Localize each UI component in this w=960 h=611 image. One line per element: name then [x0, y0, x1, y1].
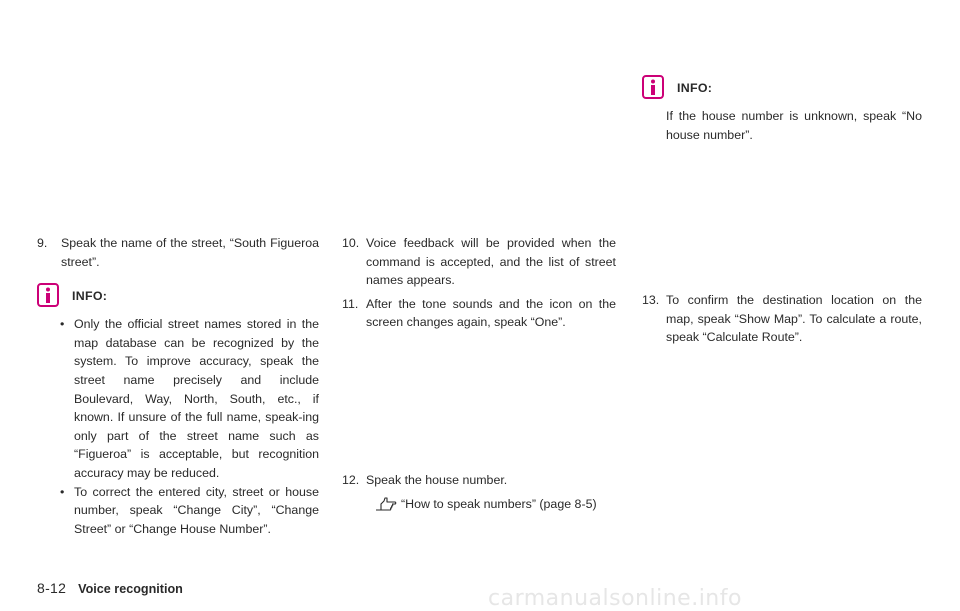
step-number: 13. [642, 293, 660, 308]
step-number: 12. [342, 472, 360, 487]
step-number: 10. [342, 236, 360, 250]
info-label: INFO: [677, 81, 713, 95]
page-reference[interactable] [342, 495, 616, 514]
step-text: After the tone sounds and the icon on the screen changes again, speak “One”. [366, 296, 616, 330]
column-left [37, 234, 319, 538]
info-icon [37, 283, 59, 307]
column-right [642, 75, 922, 352]
bullet-text: To correct the entered city, street or house number, speak “Change City”, “Change Street” or “Change House Number”. [74, 484, 319, 536]
step-text: Speak the house number. [366, 472, 508, 487]
reference-text: “How to speak numbers” (page 8-5) [401, 496, 597, 511]
reference-hand-icon [375, 496, 397, 512]
info-header [642, 75, 922, 101]
info-icon [642, 75, 664, 99]
column-middle [342, 234, 616, 513]
info-bullet: • Only the official street names stored in the map database can be recognized by the system. To improve accuracy, speak the street name precisely and include Boulevard, Way, North, South, etc., if known. If unsure of the full name, speak-ing only part of the street name such as “Figueroa” is acceptable, but recognition accuracy may be reduced. [60, 317, 319, 480]
step-number: 9. [37, 236, 48, 250]
step-10 [342, 234, 616, 290]
step-text: To confirm the destination location on the map, speak “Show Map”. To calculate a route, speak “Calculate Route”. [666, 293, 922, 345]
step-12 [342, 471, 616, 490]
watermark: carmanualsonline.info [488, 586, 742, 611]
step-13 [642, 291, 922, 347]
step-text: Speak the name of the street, “South Figueroa street”. [61, 236, 319, 269]
step-9 [37, 234, 319, 271]
step-number: 11. [342, 296, 359, 311]
bullet-text: Only the official street names stored in the map database can be recognized by the system. To improve accuracy, speak the street name precisely and include Boulevard, Way, North, South, etc., if known. If unsure of the full name, speak-ing only part of the street name such as “Figueroa” is acceptable, but recognition accuracy may be reduced. [74, 317, 319, 480]
info-text: If the house number is unknown, speak “No house number”. [666, 109, 922, 142]
info-label: INFO: [72, 289, 108, 304]
page-number: 8-12 [37, 580, 67, 596]
info-header [37, 283, 319, 309]
step-11 [342, 295, 616, 332]
section-title: Voice recognition [78, 582, 183, 596]
page-footer [37, 580, 183, 596]
step-text: Voice feedback will be provided when the command is accepted, and the list of street names appears. [366, 236, 616, 288]
info-bullet: • To correct the entered city, street or house number, speak “Change City”, “Change Street” or “Change House Number”. [60, 484, 319, 536]
